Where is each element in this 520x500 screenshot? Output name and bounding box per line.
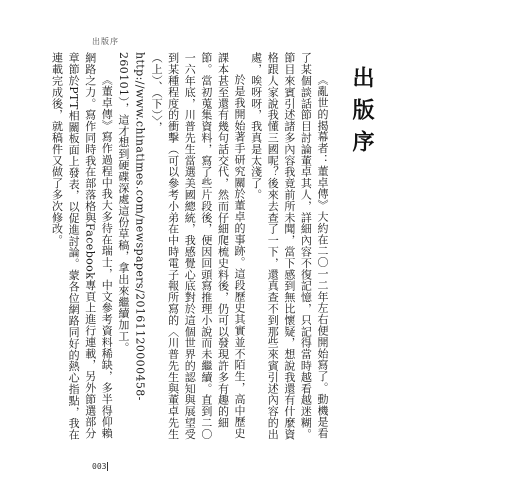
paragraph: 《董卓傳》寫作過程中我大多待在瑞士，中文參考資料稀缺，多半得仰賴網路之力。寫作同時我在部落格與Facebook專頁上進行連載，另外節選部分章節於PTT相關板面上發表，以促進討論。蒙各位網路同好的熱心指點，我在連載完成後，就稿件又做了多次修改。 — [50, 52, 114, 441]
paragraph: 《亂世的揭幕者：董卓傳》大約在二〇一二年左右便開始寫了。動機是看了某個談話節目討論董卓其人，詳細內容不復記憶，只記得當時越看越迷糊。節目來賓引述諸多內容我竟前所未聞，當下感到無比懷疑，想說我還有什麼資格跟人家說我懂三國呢？後來去查了一下，還真查不到那些來賓引述內容的出處，唉呀呀，我真是太淺了。 — [249, 52, 329, 440]
page-number — [92, 462, 108, 471]
page-number-text: 003 — [92, 462, 107, 471]
paragraph: 於是我開始著手研究關於董卓的事跡。這段歷史其實並不陌生，高中歷史課本甚至還有幾句話交代，然而仔細爬梳史料後，仍可以發現許多有趣的細節。當初蒐集資料，寫了些片段後，便因回頭寫推理小說而未繼續。直到二〇一六年底，川普先生當選美國總統，我感覺心底對於這個世界的認知與展望受到某種程度的衝擊（可以參考小弟在中時電子報所寫的〈川普先生與董卓先生（上）、（下）〉，http://www.chinatimes.com/newspapers/20161120000458-260101），這才想到硬碟深處這份草稿，拿出來繼續加工。 — [116, 52, 247, 440]
running-head: 出版序 — [92, 37, 119, 46]
folio-rule — [107, 462, 108, 471]
page-title: 出版序 — [349, 66, 374, 162]
body-text — [48, 52, 330, 442]
